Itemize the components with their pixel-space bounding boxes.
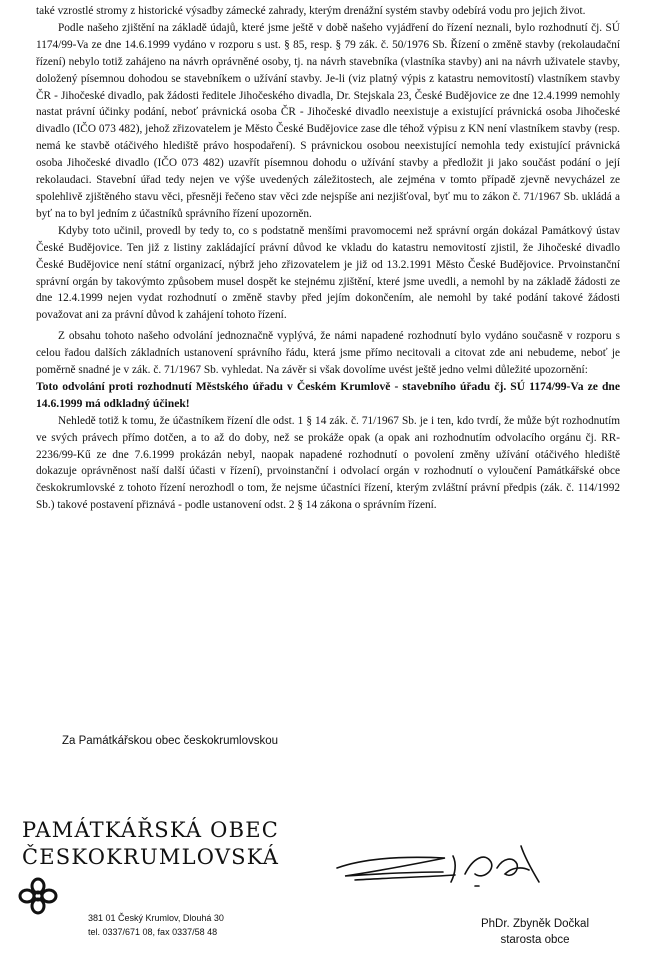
stamp-phone: tel. 0337/671 08, fax 0337/58 48 xyxy=(88,927,218,937)
signer-name: PhDr. Zbyněk Dočkal xyxy=(480,918,589,930)
paragraph: Kdyby toto učinil, provedl by tedy to, co s podstatně menšími pravomocemi než správní orgán dokázal Památkový ústav České Budějovice. Ten již z listiny zakládající právní důvod ke vkladu do katastru nemovitostí zjistil, že Jihočeské divadlo České Budějovice není státní organizací, nýbrž jeho zřizovatelem je již od 13.2.1991 Město České Budějovice. Prvoinstanční správní orgán by takovýmto způsobem musel dospět ke stejnému zjištění, které jsme uvedli, a nemohl by na základě žádosti ze dne 12.4.1999 nejen vydat rozhodnutí o změně stavby před jejím dokončením, ale nemohl by také podání takové žádosti považovat ani za právní důvod k zahájení tohoto řízení. xyxy=(36,224,620,322)
paragraph: Z obsahu tohoto našeho odvolání jednoznačně vyplývá, že námi napadené rozhodnutí bylo vydáno současně v rozporu s celou řadou dalších základních ustanovení správního řádu, která jsme přímo necitovali a citovat zde ani nebudeme, neboť je poměrně snadné je v zák. č. 71/1967 Sb. vyhledat. Na závěr si však dovolíme uvést ještě jedno velmi důležité upozornění: xyxy=(36,330,620,377)
celtic-knot-icon xyxy=(18,877,58,915)
paragraph: Podle našeho zjištění na základě údajů, které jsme ještě v době našeho vyjádření do řízení neznali, bylo rozhodnutí čj. SÚ 1174/99-Va ze dne 14.6.1999 vydáno v rozporu s ust. § 85, resp. § 79 zák. č. 50/1976 Sb. Řízení o změně stavby (rekolaudační řízení) nebylo totiž zahájeno na návrh oprávněné osoby, tj. na návrh stavebníka (vlastníka stavby) ani na návrh uživatele stavby, doložený písemnou dohodou se stavebníkem o užívání stavby. Je-li (viz platný výpis z katastru nemovitostí) vlastníkem stavby ČR - Jihočeské divadlo, pak žádosti ředitele Jihočeského divadla, Dr. Stejskala 23, České Budějovice ze dne 12.4.1999 nemohly nastat právní účinky podání, neboť právnická osoba ČR - Jihočeské divadlo neexistuje a existující právnická osoba Jihočeské divadlo (IČO 073 482), jehož zřizovatelem je Město České Budějovice zase dle téhož výpisu z KN není vlastníkem stavby (resp. nemá ke stavbě otáčivého hlediště právo hospodaření). S právnickou osobou neexistující nemohla tedy existující právnická osoba Jihočeské divadlo (IČO 073 482) uzavřít písemnou dohodu o užívání stavby a předložit ji jako součást podání o její rekolaudaci. Stavební úřad tedy nejen ve výše uvedených záležitostech, ale zejména v tomto případě zjevně nevycházel ze spolehlivě zjištěného stavu věci, přesněji řečeno stav věci zde nejspíše ani nezjišťoval, byť mu to zákon č. 71/1967 Sb. ukládá a byť na to byl jedním z účastníků správního řízení upozorněn. xyxy=(36,21,620,220)
closing-line: Za Památkářskou obec českokrumlovskou xyxy=(62,735,279,747)
signer-title: starosta obce xyxy=(500,934,570,946)
stamp-title-line1: PAMÁTKÁŘSKÁ OBEC xyxy=(22,818,280,842)
paragraph: také vzrostlé stromy z historické výsadby zámecké zahrady, kterým drenážní systém stavby odebírá vodu pro jejich život. xyxy=(36,5,586,17)
letter-body xyxy=(36,3,620,514)
bold-notice: Toto odvolání proti rozhodnutí Městského úřadu v Českém Krumlově - stavebního úřadu čj. SÚ 1174/99-Va ze dne 14.6.1999 má odkladný účinek! xyxy=(36,379,620,410)
stamp-title-line2: ČESKOKRUMLOVSKÁ xyxy=(22,845,280,869)
signature-image xyxy=(325,828,565,898)
stamp-address: 381 01 Český Krumlov, Dlouhá 30 xyxy=(88,913,224,923)
paragraph: Nehledě totiž k tomu, že účastníkem řízení dle odst. 1 § 14 zák. č. 71/1967 Sb. je i ten, kdo tvrdí, že může být rozhodnutím ve svých právech přímo dotčen, a to až do doby, než se prokáže opak (a opak ani rozhodnutím odvolacího orgánu čj. RR-2236/99-Kű ze dne 7.6.1999 prokázán nebyl, naopak napadené rozhodnutí o povolení změny užívání otáčivého hlediště dokazuje oprávněnost naší další účasti v řízení), prvoinstanční i odvolací orgán v rozhodnutí o vyloučení Památkářské obce českokrumlovské z tohoto řízení nerozhodl o tom, že nejsme účastníci řízení, kterým zvláštní právní předpis (zák. č. 114/1992 Sb.) takové postavení přiznává - podle ustanovení odst. 2 § 14 zákona o správním řízení. xyxy=(36,414,620,512)
